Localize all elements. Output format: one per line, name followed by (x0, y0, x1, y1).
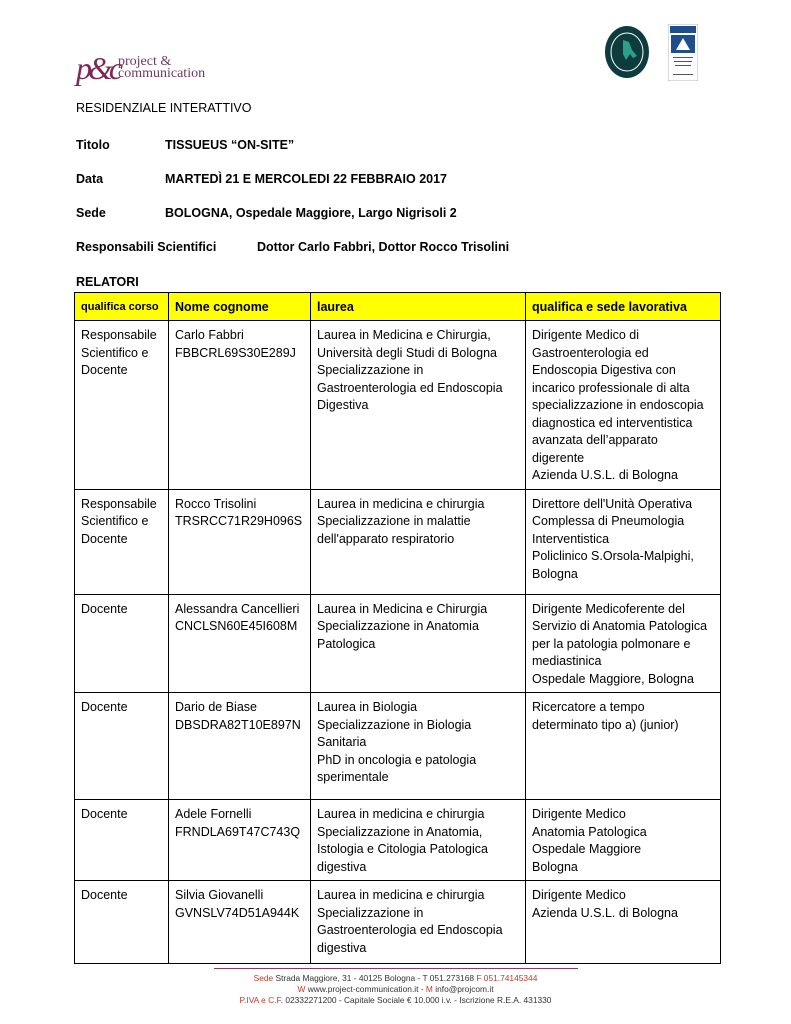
cell-qualifica: Responsabile Scientifico e Docente (75, 489, 169, 594)
table-row (75, 800, 721, 881)
cell-laurea: Laurea in Medicina e Chirurgia Specializzazione in Anatomia Patologica (311, 594, 526, 693)
cell-nome: Silvia Giovanelli GVNSLV74D51A944K (169, 881, 311, 964)
col-header-qualifica: qualifica corso (75, 293, 169, 321)
logo-name-line1: project & (118, 54, 172, 69)
relatori-table (74, 292, 721, 964)
responsabili-value: Dottor Carlo Fabbri, Dottor Rocco Trisolini (257, 240, 510, 254)
cell-sede: Dirigente Medicoferente del Servizio di Anatomia Patologica per la patologia polmonare e mediastinica Ospedale Maggiore, Bologna (526, 594, 721, 693)
cell-qualifica: Docente (75, 594, 169, 693)
cell-qualifica: Docente (75, 800, 169, 881)
table-header-row (75, 293, 721, 321)
cell-sede: Dirigente Medico Anatomia Patologica Ospedale Maggiore Bologna (526, 800, 721, 881)
responsabili-label: Responsabili Scientifici (76, 240, 217, 254)
cell-sede: Dirigente Medico di Gastroenterologia ed Endoscopia Digestiva con incarico professionale di alta specializzazione in endoscopia diagnostica ed interventistica avanzata dell’apparato digerente Azienda U.S.L. di Bologna (526, 321, 721, 490)
cell-nome: Alessandra Cancellieri CNCLSN60E45I608M (169, 594, 311, 693)
cell-laurea: Laurea in medicina e chirurgia Specializzazione in malattie dell'apparato respiratorio (311, 489, 526, 594)
company-logo (76, 50, 226, 90)
col-header-laurea: laurea (311, 293, 526, 321)
cell-sede: Dirigente Medico Azienda U.S.L. di Bologna (526, 881, 721, 964)
cell-sede: Direttore dell'Unità Operativa Complessa di Pneumologia Interventistica Policlinico S.Orsola-Malpighi, Bologna (526, 489, 721, 594)
cell-laurea: Laurea in Biologia Specializzazione in Biologia Sanitaria PhD in oncologia e patologia sperimentale (311, 693, 526, 800)
cell-nome: Rocco Trisolini TRSRCC71R29H096S (169, 489, 311, 594)
cell-laurea: Laurea in medicina e chirurgia Specializzazione in Gastroenterologia ed Endoscopia digestiva (311, 881, 526, 964)
titolo-label: Titolo (76, 138, 110, 152)
cell-nome: Carlo Fabbri FBBCRL69S30E289J (169, 321, 311, 490)
cell-qualifica: Responsabile Scientifico e Docente (75, 321, 169, 490)
footer-address: Sede Strada Maggiore, 31 - 40125 Bologna - T 051.273168 F 051.74145344 (253, 973, 538, 983)
sede-value: BOLOGNA, Ospedale Maggiore, Largo Nigrisoli 2 (165, 206, 457, 220)
cell-qualifica: Docente (75, 693, 169, 800)
kiwa-certification-icon (668, 24, 698, 81)
cell-laurea: Laurea in medicina e chirurgia Specializzazione in Anatomia, Istologia e Citologia Patologica digestiva (311, 800, 526, 881)
footer-contacts: W www.project-communication.it - M info@projcom.it (297, 984, 494, 994)
footer-email-link[interactable]: info@projcom.it (435, 984, 494, 994)
accredia-seal-icon (604, 24, 650, 80)
cell-qualifica: Docente (75, 881, 169, 964)
logo-name-line2: communication (118, 66, 206, 81)
footer-legal: P.IVA e C.F. 02332271200 - Capitale Sociale € 10.000 i.v. - Iscrizione R.E.A. 431330 (239, 995, 552, 1005)
sede-label: Sede (76, 206, 106, 220)
col-header-sede: qualifica e sede lavorativa (526, 293, 721, 321)
footer-website-link[interactable]: www.project-communication.it (307, 984, 419, 994)
data-label: Data (76, 172, 104, 186)
relatori-heading: RELATORI (76, 275, 139, 289)
table-row (75, 881, 721, 964)
table-row (75, 594, 721, 693)
cell-laurea: Laurea in Medicina e Chirurgia, Università degli Studi di Bologna Specializzazione in Gastroenterologia ed Endoscopia Digestiva (311, 321, 526, 490)
logo-mark: p&c (76, 50, 120, 86)
titolo-value: TISSUEUS “ON-SITE” (165, 138, 295, 152)
footer-divider (214, 968, 578, 969)
table-row (75, 693, 721, 800)
data-value: MARTEDÌ 21 E MERCOLEDI 22 FEBBRAIO 2017 (165, 172, 448, 186)
residenziale-label: RESIDENZIALE INTERATTIVO (76, 101, 252, 115)
cell-nome: Dario de Biase DBSDRA82T10E897N (169, 693, 311, 800)
table-row (75, 489, 721, 594)
col-header-nome: Nome cognome (169, 293, 311, 321)
cell-nome: Adele Fornelli FRNDLA69T47C743Q (169, 800, 311, 881)
cell-sede: Ricercatore a tempo determinato tipo a) (junior) (526, 693, 721, 800)
table-row (75, 321, 721, 490)
